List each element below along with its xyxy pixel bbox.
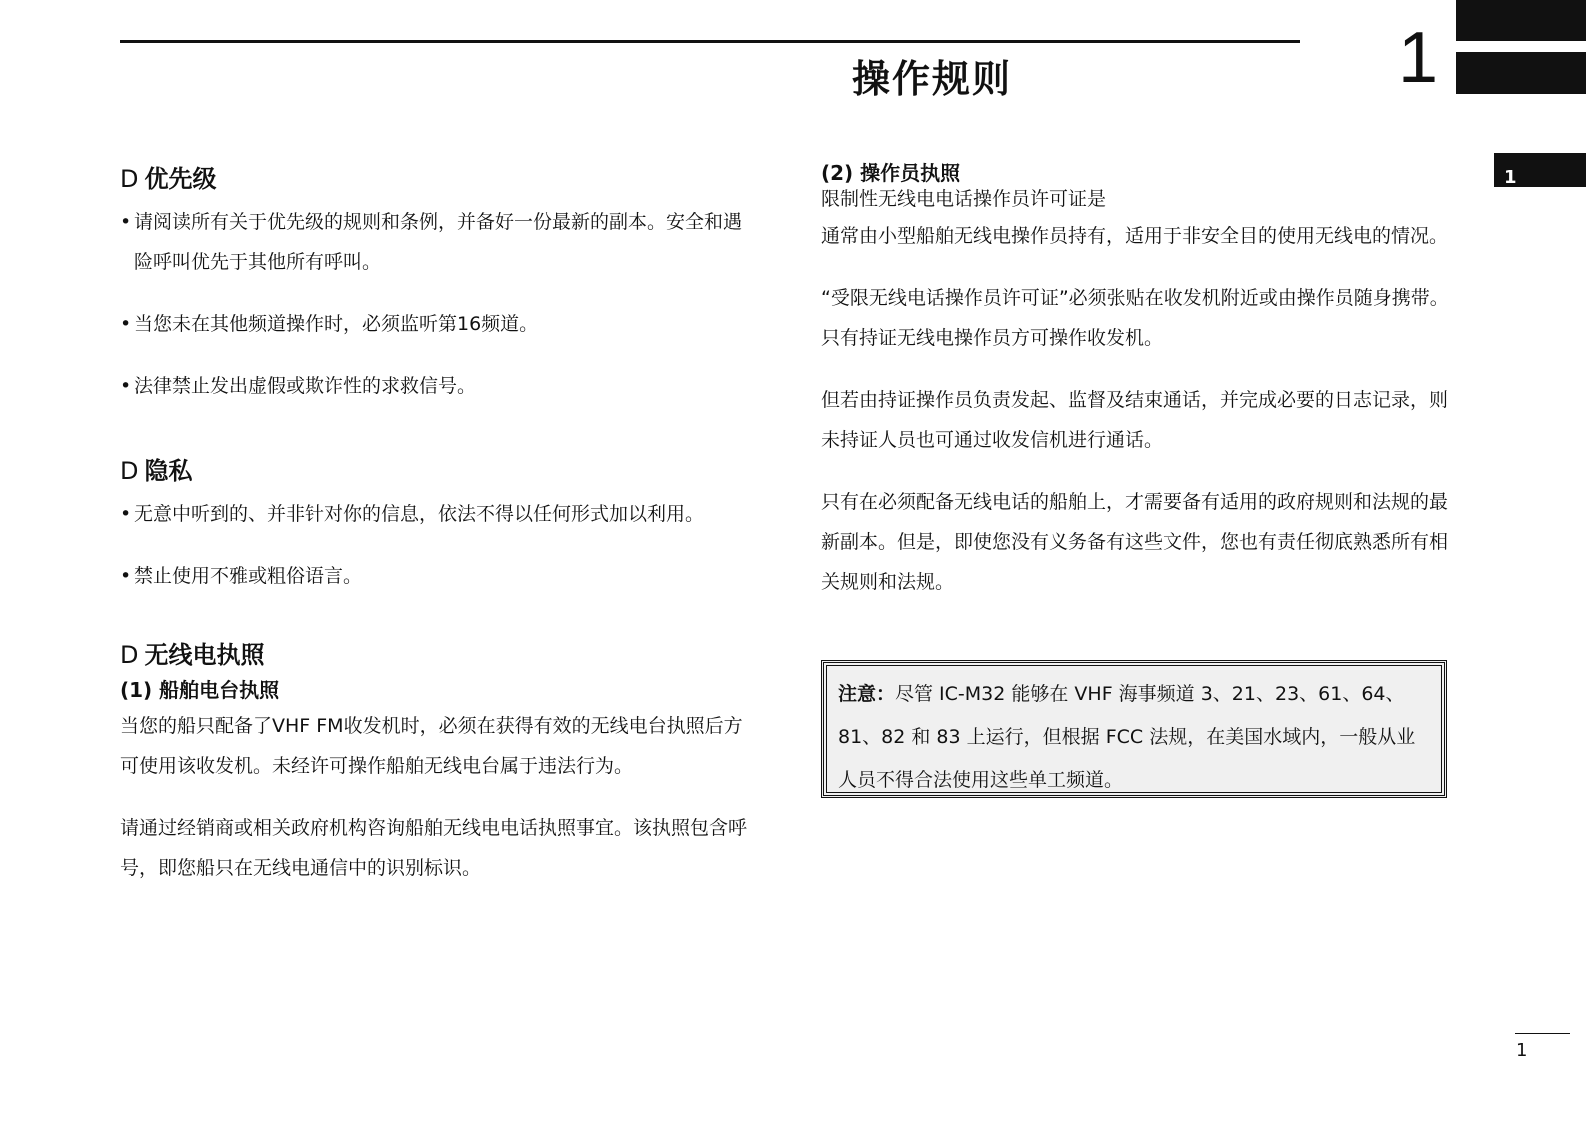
bullet-item: • 请阅读所有关于优先级的规则和条例，并备好一份最新的副本。安全和遇险呼叫优先于其他所有呼叫。 [120, 202, 760, 282]
bullet-item: • 当您未在其他频道操作时，必须监听第16频道。 [120, 304, 760, 344]
chapter-side-tab [1494, 153, 1586, 187]
section-marker: D [120, 641, 139, 669]
bullet-item: • 禁止使用不雅或粗俗语言。 [120, 556, 760, 596]
notice-text: 尽管 IC-M32 能够在 VHF 海事频道 3、21、23、61、64、81、82 和 83 上运行，但根据 FCC 法规，在美国水域内，一般从业人员不得合法使用这些单工频道。 [838, 683, 1416, 791]
paragraph: “受限无线电话操作员许可证”必须张贴在收发机附近或由操作员随身携带。只有持证无线电操作员方可操作收发机。 [821, 287, 1449, 349]
section-title: 优先级 [144, 165, 217, 193]
paragraph: 当您的船只配备了VHF FM收发机时，必须在获得有效的无线电台执照后方可使用该收发机。未经许可操作船舶无线电台属于违法行为。 [120, 715, 743, 777]
section-title: 隐私 [144, 457, 193, 485]
bullet-item: • 无意中听到的、并非针对你的信息，依法不得以任何形式加以利用。 [120, 494, 760, 534]
chapter-number: 1 [1398, 18, 1439, 98]
subheading-station-license: (1) 船舶电台执照 [120, 678, 280, 702]
page-number: 1 [1516, 1040, 1528, 1061]
section-heading-privacy [120, 452, 760, 490]
paragraph: 限制性无线电电话操作员许可证是 [821, 188, 1107, 210]
notice-label: 注意： [838, 683, 896, 705]
corner-bar-top [1456, 0, 1586, 41]
footer-rule [1515, 1033, 1570, 1034]
section-marker: D [120, 165, 139, 193]
header-rule [120, 40, 1300, 43]
left-column [120, 160, 760, 888]
bullet-item: • 法律禁止发出虚假或欺诈性的求救信号。 [120, 366, 760, 406]
side-tab-label: 1 [1504, 167, 1517, 188]
paragraph: 只有在必须配备无线电话的船舶上，才需要备有适用的政府规则和法规的最新副本。但是，即使您没有义务备有这些文件，您也有责任彻底熟悉所有相关规则和法规。 [821, 491, 1449, 593]
section-heading-license [120, 636, 760, 674]
page-title: 操作规则 [852, 57, 1013, 101]
subheading-operator-license: (2) 操作员执照 [821, 161, 961, 185]
paragraph: 请通过经销商或相关政府机构咨询船舶无线电电话执照事宜。该执照包含呼号，即您船只在无线电通信中的识别标识。 [120, 817, 748, 879]
corner-bar-bottom [1456, 52, 1586, 94]
right-column [821, 160, 1461, 602]
notice-box [821, 660, 1447, 798]
section-heading-priority [120, 160, 760, 198]
section-title: 无线电执照 [144, 641, 265, 669]
section-marker: D [120, 457, 139, 485]
paragraph: 但若由持证操作员负责发起、监督及结束通话，并完成必要的日志记录，则未持证人员也可通过收发信机进行通话。 [821, 389, 1449, 451]
paragraph: 通常由小型船舶无线电操作员持有，适用于非安全目的使用无线电的情况。 [821, 225, 1449, 247]
